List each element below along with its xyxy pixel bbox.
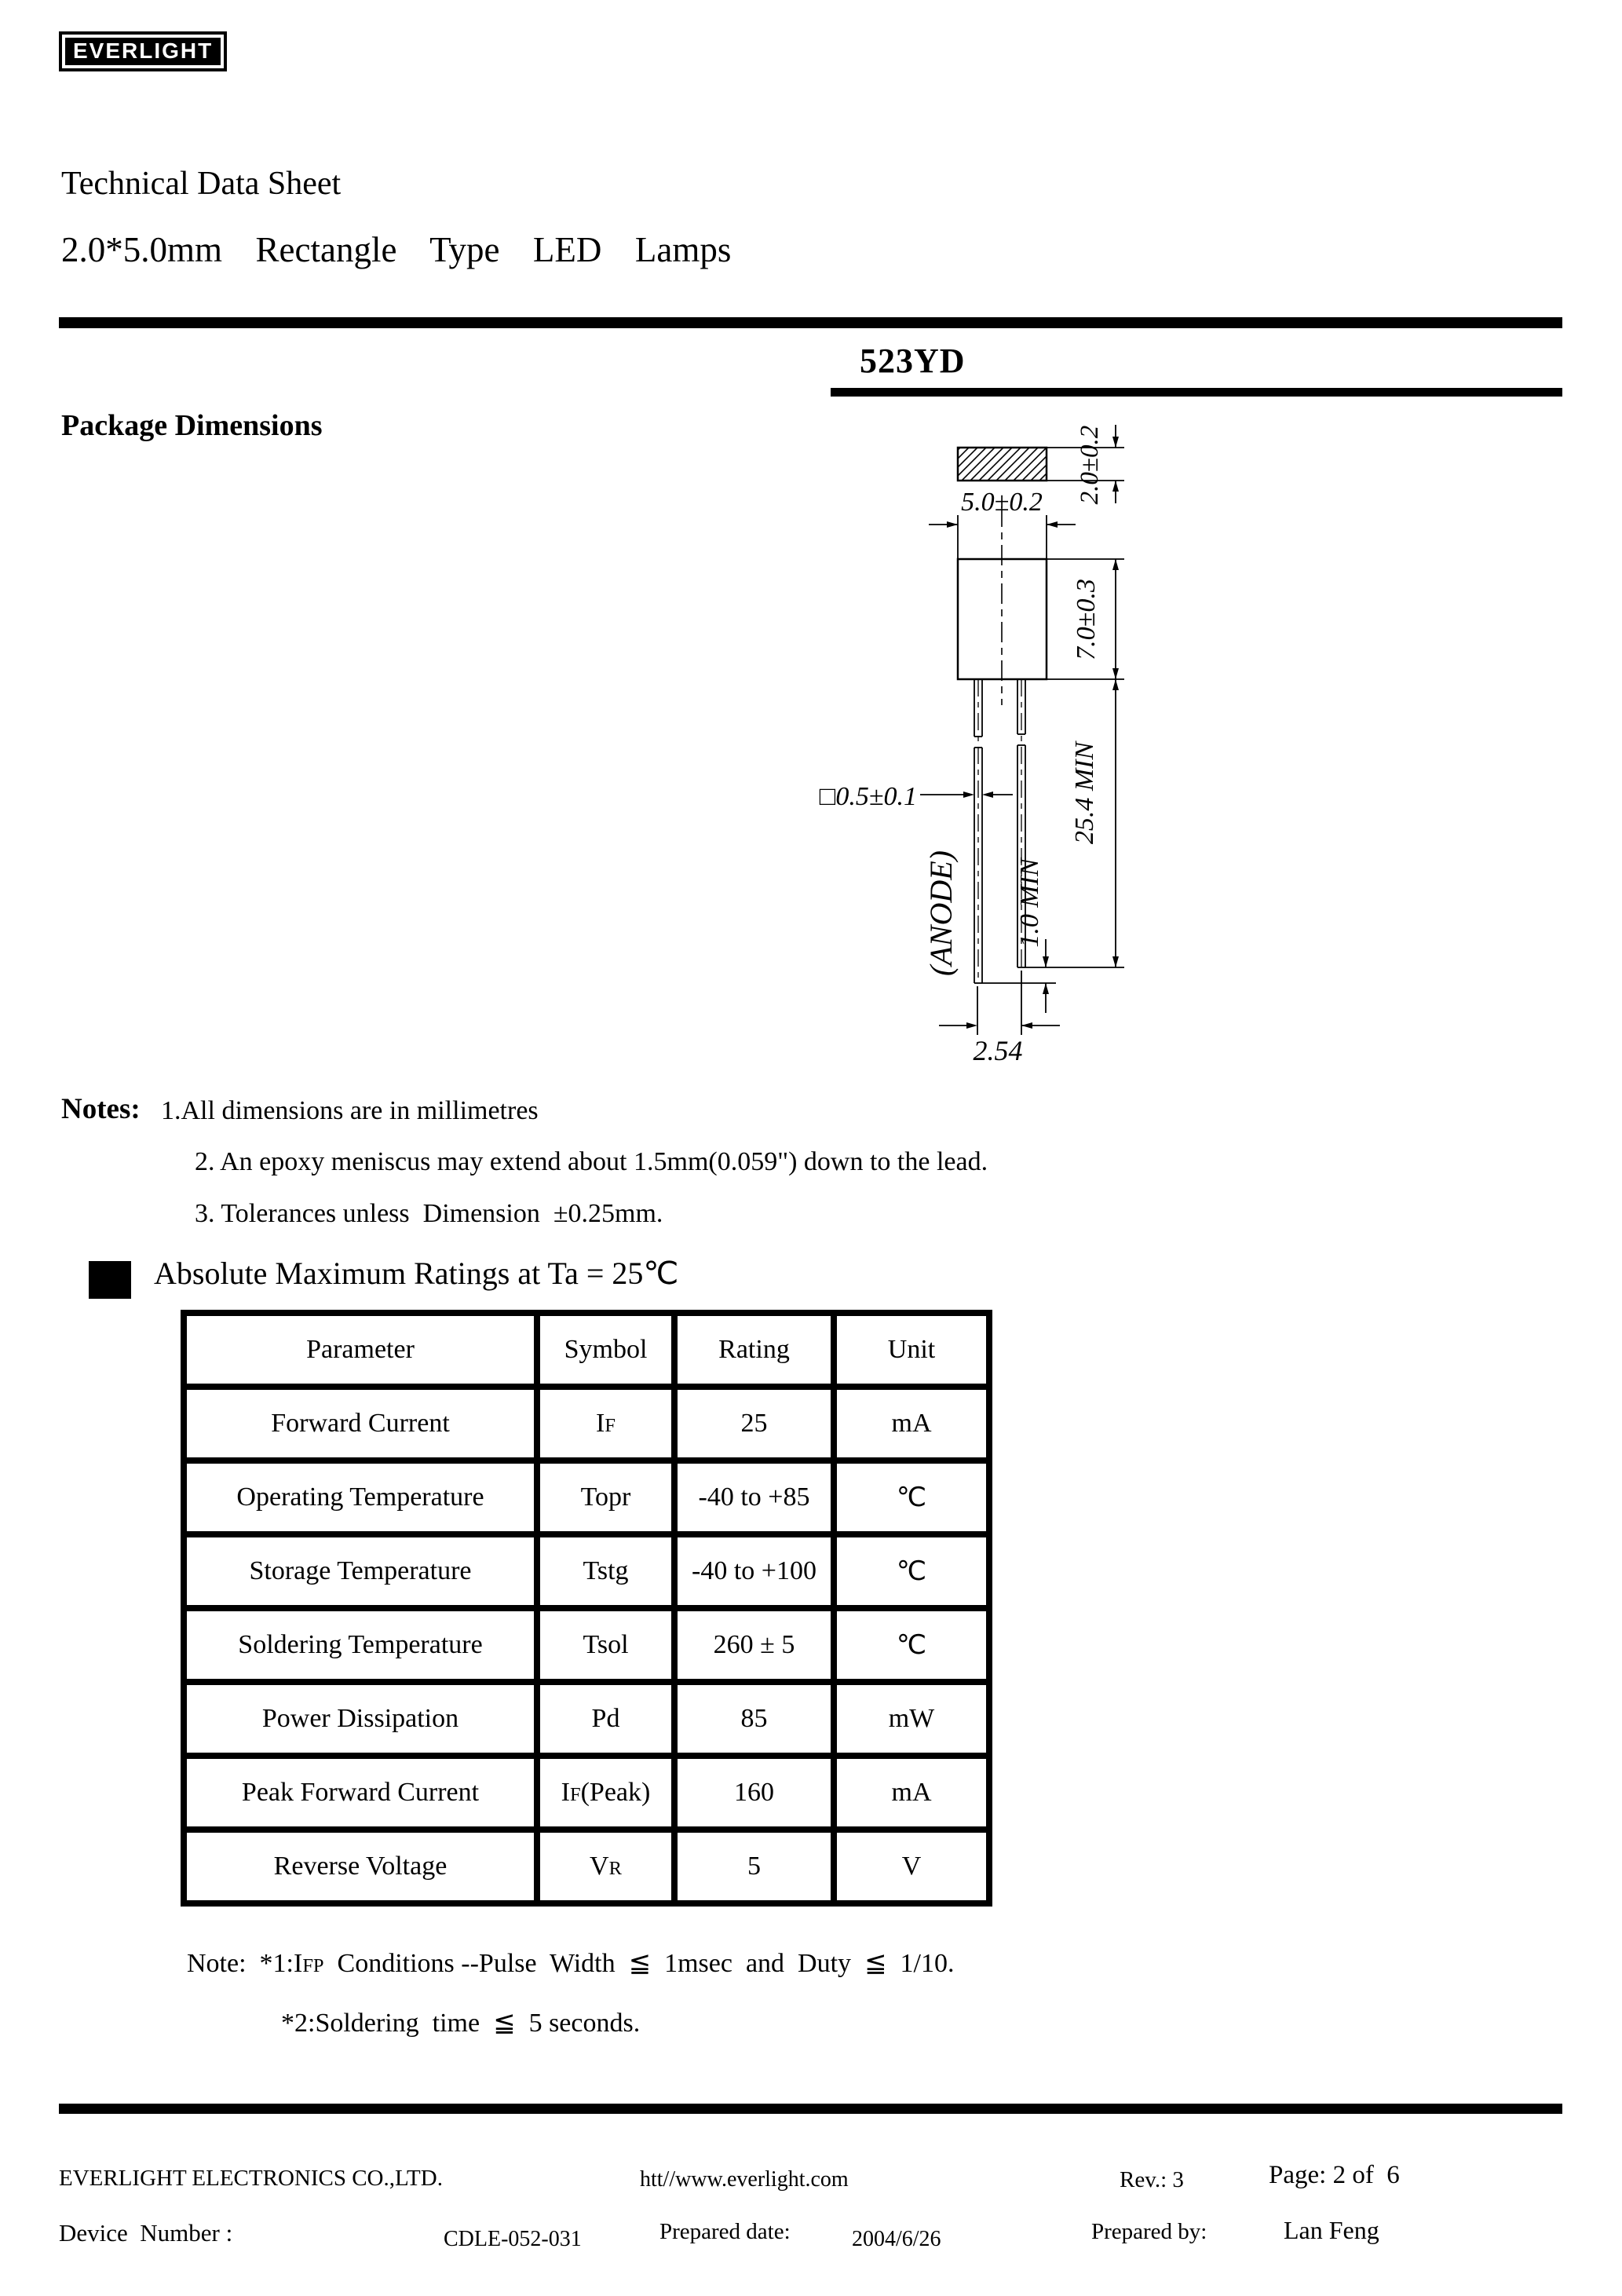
dim-lead-square-label: □0.5±0.1 bbox=[819, 782, 917, 811]
column-header: Unit bbox=[834, 1313, 989, 1387]
package-dimensions-heading: Package Dimensions bbox=[61, 409, 323, 442]
symbol-cell: Tsol bbox=[537, 1608, 674, 1682]
parameter-cell: Reverse Voltage bbox=[184, 1830, 537, 1903]
note-item-1: 1.All dimensions are in millimetres bbox=[161, 1096, 539, 1125]
table-row bbox=[184, 1534, 989, 1608]
symbol-cell: Pd bbox=[537, 1682, 674, 1756]
symbol-cell: IF(Peak) bbox=[537, 1756, 674, 1830]
table-row bbox=[184, 1387, 989, 1461]
rating-cell: 25 bbox=[674, 1387, 834, 1461]
dim-lead-pitch-label: 2.54 bbox=[973, 1035, 1023, 1066]
parameter-cell: Storage Temperature bbox=[184, 1534, 537, 1608]
rating-cell: 160 bbox=[674, 1756, 834, 1830]
package-dimensions-drawing bbox=[746, 424, 1185, 1068]
rating-cell: -40 to +85 bbox=[674, 1461, 834, 1534]
unit-cell: ℃ bbox=[834, 1608, 989, 1682]
table-note-1: Note: *1:IFP Conditions --Pulse Width ≦ 1msec and Duty ≦ 1/10. bbox=[187, 1949, 955, 1978]
anode-label: (ANODE) bbox=[923, 850, 959, 976]
symbol-cell: Tstg bbox=[537, 1534, 674, 1608]
dim-thickness-label: 2.0±0.2 bbox=[1076, 425, 1104, 505]
ratings-table-body bbox=[184, 1387, 989, 1903]
footer-device-number-value: CDLE-052-031 bbox=[444, 2227, 582, 2251]
parameter-cell: Peak Forward Current bbox=[184, 1756, 537, 1830]
anode-lead bbox=[974, 679, 982, 983]
rating-cell: 5 bbox=[674, 1830, 834, 1903]
page-subtitle: 2.0*5.0mm Rectangle Type LED Lamps bbox=[61, 230, 732, 269]
unit-cell: V bbox=[834, 1830, 989, 1903]
rating-cell: -40 to +100 bbox=[674, 1534, 834, 1608]
parameter-cell: Forward Current bbox=[184, 1387, 537, 1461]
footer-device-number-label: Device Number : bbox=[59, 2219, 233, 2247]
symbol-cell: IF bbox=[537, 1387, 674, 1461]
table-row bbox=[184, 1830, 989, 1903]
unit-cell: mA bbox=[834, 1387, 989, 1461]
footer-prepared-by-value: Lan Feng bbox=[1284, 2216, 1379, 2244]
note-item-3: 3. Tolerances unless Dimension ±0.25mm. bbox=[195, 1199, 663, 1228]
parameter-cell: Power Dissipation bbox=[184, 1682, 537, 1756]
parameter-cell: Soldering Temperature bbox=[184, 1608, 537, 1682]
footer-revision: Rev.: 3 bbox=[1120, 2167, 1184, 2192]
led-top-view bbox=[958, 448, 1047, 481]
rating-cell: 260 ± 5 bbox=[674, 1608, 834, 1682]
ratings-heading: Absolute Maximum Ratings at Ta = 25℃ bbox=[154, 1256, 679, 1291]
footer-company: EVERLIGHT ELECTRONICS CO.,LTD. bbox=[59, 2166, 443, 2191]
table-row bbox=[184, 1682, 989, 1756]
unit-cell: ℃ bbox=[834, 1461, 989, 1534]
table-note-2: *2:Soldering time ≦ 5 seconds. bbox=[281, 2009, 641, 2038]
everlight-logo-text: EVERLIGHT bbox=[65, 38, 221, 65]
footer-website: htt//www.everlight.com bbox=[640, 2167, 849, 2192]
dim-lead-standoff-label: 1.0 MIN bbox=[1015, 858, 1044, 948]
unit-cell: mA bbox=[834, 1756, 989, 1830]
table-row bbox=[184, 1608, 989, 1682]
unit-cell: mW bbox=[834, 1682, 989, 1756]
unit-cell: ℃ bbox=[834, 1534, 989, 1608]
symbol-cell: VR bbox=[537, 1830, 674, 1903]
footer-prepared-date-value: 2004/6/26 bbox=[852, 2227, 941, 2251]
page-title: Technical Data Sheet bbox=[61, 166, 342, 202]
footer-prepared-date-label: Prepared date: bbox=[659, 2219, 791, 2244]
rating-cell: 85 bbox=[674, 1682, 834, 1756]
column-header: Rating bbox=[674, 1313, 834, 1387]
footer-divider bbox=[59, 2104, 1562, 2114]
table-header-row bbox=[184, 1313, 989, 1387]
footer-page-number: Page: 2 of 6 bbox=[1269, 2161, 1400, 2189]
symbol-cell: Topr bbox=[537, 1461, 674, 1534]
footer-prepared-by-label: Prepared by: bbox=[1091, 2219, 1207, 2244]
notes-heading: Notes: bbox=[61, 1093, 141, 1125]
column-header: Parameter bbox=[184, 1313, 537, 1387]
table-row bbox=[184, 1461, 989, 1534]
section-bullet-icon bbox=[89, 1261, 131, 1299]
note-item-2: 2. An epoxy meniscus may extend about 1.5mm(0.059") down to the lead. bbox=[195, 1147, 988, 1176]
part-number: 523YD bbox=[860, 342, 966, 380]
ratings-table bbox=[181, 1310, 992, 1907]
parameter-cell: Operating Temperature bbox=[184, 1461, 537, 1534]
dim-lead-length-label: 25.4 MIN bbox=[1070, 741, 1099, 845]
column-header: Symbol bbox=[537, 1313, 674, 1387]
part-number-underline bbox=[831, 388, 1562, 397]
dim-width-label: 5.0±0.2 bbox=[961, 488, 1043, 517]
everlight-logo bbox=[59, 31, 227, 71]
dim-body-height-label: 7.0±0.3 bbox=[1072, 579, 1101, 660]
table-row bbox=[184, 1756, 989, 1830]
header-divider bbox=[59, 317, 1562, 328]
